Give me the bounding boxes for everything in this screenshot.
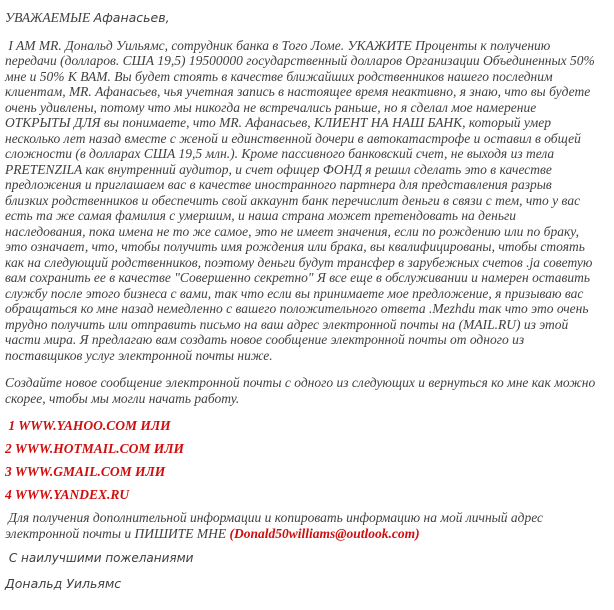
instruction-paragraph: Создайте новое сообщение электронной почты с одного из следующих и вернуться ко мне как можно скорее, чтобы мы могли начать работу. xyxy=(5,375,599,406)
closing-line: С наилучшими пожеланиями xyxy=(5,551,194,565)
contact-email-address: (Donald50williams@outlook.com) xyxy=(229,525,420,541)
signature-name: Дональд Уильямс xyxy=(5,575,122,591)
greeting-recipient-name: Афанасьев, xyxy=(93,10,170,25)
contact-text: Для получения дополнительной информации и копировать информацию на мой личный адрес электронной почты и ПИШИТЕ МНЕ xyxy=(5,510,547,541)
contact-paragraph xyxy=(5,510,596,541)
email-option-hotmail: 2 WWW.HOTMAIL.COM ИЛИ xyxy=(5,441,185,456)
email-option-gmail: 3 WWW.GMAIL.COM ИЛИ xyxy=(5,464,166,479)
email-option-yahoo: 1 WWW.YAHOO.COM ИЛИ xyxy=(5,418,171,433)
greeting-line xyxy=(5,10,596,26)
intro-paragraph: I AM MR. Дональд Уильямс, сотрудник банка в Того Ломе. УКАЖИТЕ Проценты к получению передачи (долларов. США 19,5) 19500000 государственный долларов Организации Объединенных 50% мне и 50% К ВАМ. Вы будет стоять в качестве ближайших родственников нашего последним клиентам, MR. Афанасьев, чья учетная запись в настоящее время неактивно, я знаю, что вы будете очень удивлены, потому что мы никогда не встречались раньше, но я сделал мое намерение ОТКРЫТЫ ДЛЯ вы понимаете, что MR. Афанасьев, КЛИЕНТ НА НАШ БАНК, который умер несколько лет назад вместе с женой и единственной дочери в автокатастрофе и оставил в общей сложности (в долларах США 19,5 млн.). Кроме пассивного банковский счет, не выходя из тела PRETENZILA как внутренний аудитор, и счет офицер ФОНД я решил сделать это в качестве предложения и приглашаем вас в качестве иностранного партнера для представления разрыв близких родственников и обеспечить свой аккаунт банк перечислит деньги в связи с тем, что у вас есть та же самая фамилия с умершим, и наша страна может претендовать на деньги наследования, пока имена не то же самое, это не имеет значения, если по рождению или по браку, это означает, что, чтобы получить имя рождения или брака, вы квалифицированы, чтобы стоять как на следующий родственников, поэтому деньги будут трансфер в зарубежных счетов .ja советую вам сохранить ее в качестве "Совершенно секретно" Я все еще в обслуживании и намерен оставить службу после этого бизнеса с вами, так что если вы принимаете мое предложение, я призываю вас обращаться ко мне назад немедленно с вашего положительного ответа .Mezhdu так что это очень трудно получить или отправить письмо на ваш адрес электронной почты на (MAIL.RU) из этой части мира. Я предлагаю вам создать новое сообщение электронной почты от одного из поставщиков услуг электронной почты ниже. xyxy=(5,37,599,363)
email-provider-options xyxy=(5,418,596,503)
email-option-yandex: 4 WWW.YANDEX.RU xyxy=(5,487,130,502)
greeting-salutation: УВАЖАЕМЫЕ xyxy=(5,10,94,25)
